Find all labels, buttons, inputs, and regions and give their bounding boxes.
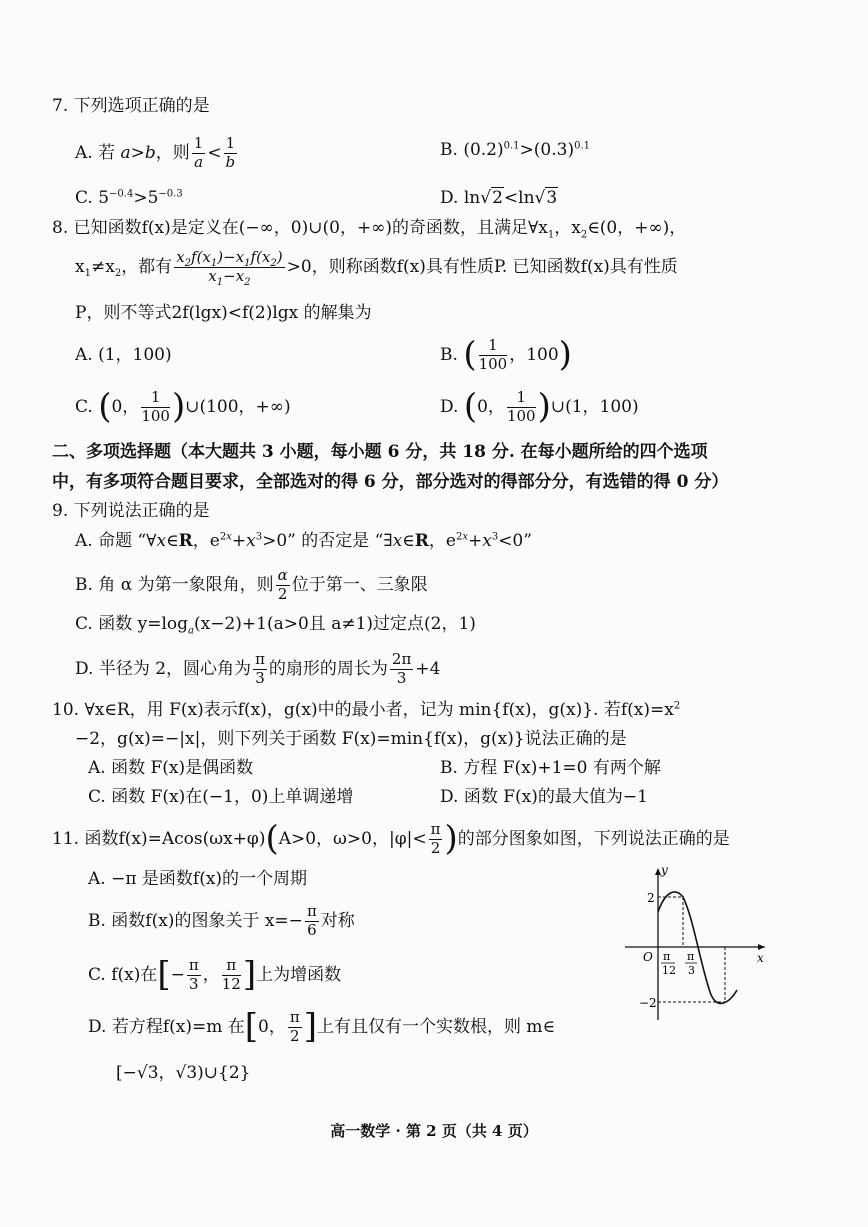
q11-option-a: A. −π 是函数f(x)的一个周期 — [88, 869, 308, 889]
q7-stem: 7. 下列选项正确的是 — [52, 96, 210, 116]
tick1-den: 12 — [662, 964, 676, 977]
tick2-den: 3 — [688, 964, 695, 977]
q10-option-d: D. 函数 F(x)的最大值为−1 — [440, 787, 648, 807]
q7-option-a: A. 若 a>b，则 $\frac{1}{a}$ < $\frac{1}{b}$ — [75, 134, 236, 171]
tick1-num: π — [663, 950, 671, 963]
q8-line2: $x_1\ne x_2$，都有 $\frac{x_2f(x_1)-x_1f(x_2)}{x_1-x_2}$ >0，则称函数f(x)具有性质P. 已知函数f(x)具有性质 — [75, 248, 678, 288]
q9-option-a: A. 命题 “∀x∈R，$e^{2x}+x^3>0$” 的否定是 “∃x∈R，$e^{2x}+x^3<0$” — [75, 531, 532, 551]
q8-option-d: D. (0， $\frac{1}{100}$ )∪(1，100) — [440, 386, 639, 427]
q10-option-a: A. 函数 F(x)是偶函数 — [88, 758, 254, 778]
q11-stem: 11. 函数f(x)=Acos(ωx+φ)(A>0，ω>0，|φ|< $\frac{\pi}{2}$ )的部分图象如图，下列说法正确的是 — [52, 818, 730, 859]
q8-option-a: A. (1，100) — [75, 345, 172, 365]
x-axis-arrow — [758, 944, 765, 950]
q9-option-b: B. 角 α 为第一象限角，则 $\frac{\alpha}{2}$ 位于第一、三象限 — [75, 566, 428, 603]
q10-line2: −2，g(x)=−|x|，则下列关于函数 F(x)=min{f(x)，g(x)}说法正确的是 — [75, 729, 627, 749]
q11-option-d: D. 若方程f(x)=m 在[0， $\frac{\pi}{2}$ ]上有且仅有一个实数根，则 m∈ — [88, 1006, 556, 1047]
section2-heading-line1: 二、多项选择题（本大题共 3 小题，每小题 6 分，共 18 分. 在每小题所给的四个选项 — [52, 442, 708, 462]
y-tick-top: 2 — [647, 891, 655, 905]
q9-stem: 9. 下列说法正确的是 — [52, 501, 210, 521]
y-label: y — [661, 863, 668, 877]
q7-option-c: C. $5^{-0.4}>5^{-0.3}$ — [75, 188, 183, 208]
q8-option-c: C. (0， $\frac{1}{100}$ )∪(100，+∞) — [75, 386, 291, 427]
section2-heading-line2: 中，有多项符合题目要求，全部选对的得 6 分，部分选对的得部分分，有选错的得 0 分） — [52, 472, 729, 492]
q8-line3: P，则不等式2f(lgx)<f(2)lgx 的解集为 — [75, 303, 372, 323]
x-label: x — [757, 951, 764, 965]
q10-option-c: C. 函数 F(x)在(−1，0)上单调递增 — [88, 787, 354, 807]
q11-option-b: B. 函数f(x)的图象关于 x=− $\frac{\pi}{6}$ 对称 — [88, 902, 355, 939]
y-tick-bottom: −2 — [639, 996, 657, 1010]
q8-option-b: B. ( $\frac{1}{100}$ ，100) — [440, 334, 572, 375]
q10-option-b: B. 方程 F(x)+1=0 有两个解 — [440, 758, 661, 778]
q7-option-b: B. $(0.2)^{0.1}>(0.3)^{0.1}$ — [440, 140, 590, 160]
q9-option-c: C. 函数 $y=\log_a(x-2)+1(a>0$且 a≠1)过定点(2，1) — [75, 614, 476, 637]
page-footer: 高一数学 · 第 2 页（共 4 页） — [330, 1122, 538, 1140]
q9-option-d: D. 半径为 2，圆心角为 $\frac{\pi}{3}$ 的扇形的周长为 $\frac{2\pi}{3}$ +4 — [75, 650, 441, 687]
q11-option-c: C. f(x)在[− $\frac{\pi}{3}$ ， $\frac{\pi}{12}$ ]上为增函数 — [88, 954, 342, 995]
q8-line1: 8. 已知函数f(x)是定义在(−∞，0)∪(0，+∞)的奇函数，且满足$\forall x_1$，$x_2\in(0$，+∞)， — [52, 218, 687, 241]
origin-label: O — [643, 950, 653, 964]
q7-option-d: D. ln√2<ln√3 — [440, 188, 558, 208]
q11-function-graph — [625, 862, 770, 1022]
tick2-num: π — [687, 950, 695, 963]
q11-option-d-line2: [−√3，√3)∪{2} — [116, 1063, 251, 1083]
q10-line1: 10. ∀x∈R，用 F(x)表示f(x)，g(x)中的最小者，记为 min{f(x)，g(x)}. 若$f(x)=x^2$ — [52, 700, 681, 720]
